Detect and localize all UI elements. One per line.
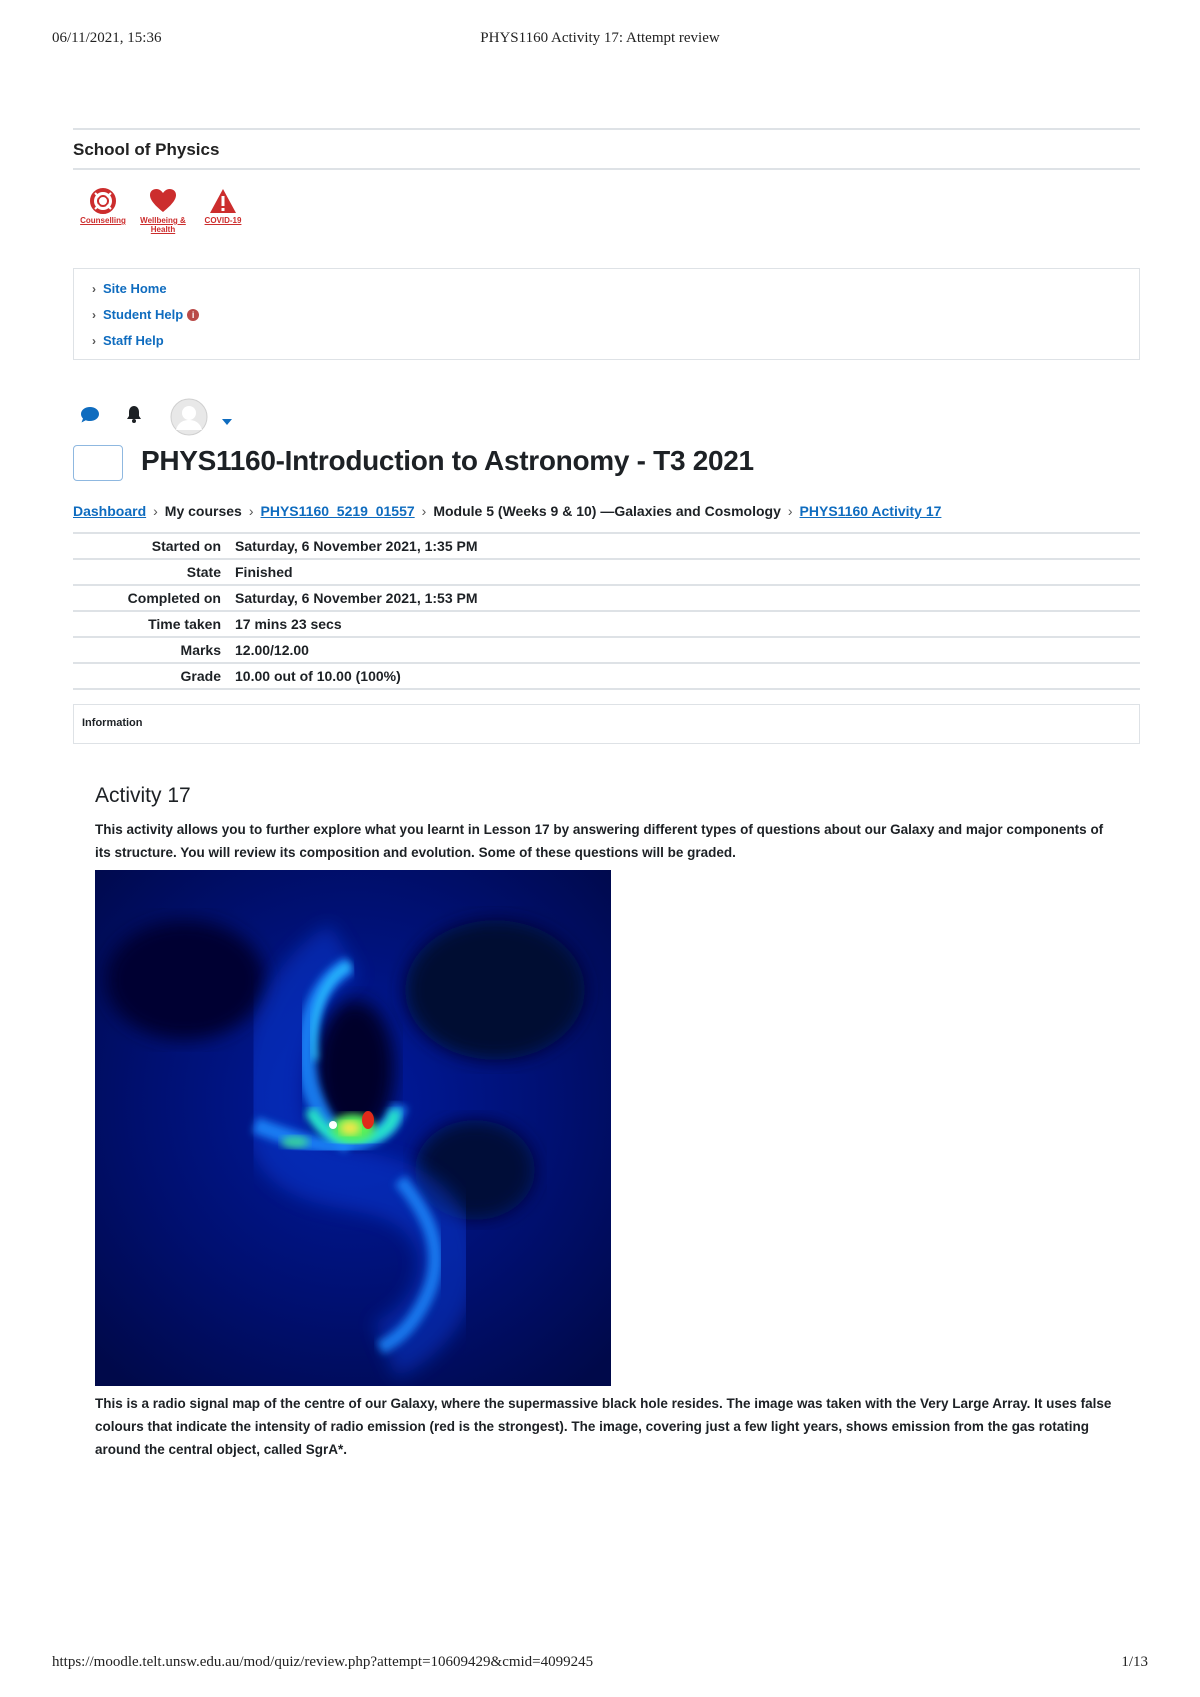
avatar[interactable] xyxy=(170,398,208,441)
chevron-right-icon: › xyxy=(787,503,793,519)
wellbeing-health-link[interactable] xyxy=(133,188,193,234)
attempt-summary xyxy=(73,532,1140,690)
table-row xyxy=(73,533,1140,559)
heart-icon xyxy=(149,188,177,214)
school-name: School of Physics xyxy=(73,140,220,159)
chevron-right-icon: › xyxy=(92,333,96,348)
breadcrumb-dashboard[interactable]: Dashboard xyxy=(73,503,147,519)
table-row xyxy=(73,663,1140,689)
information-label: Information xyxy=(82,717,143,729)
print-page-title: PHYS1160 Activity 17: Attempt review xyxy=(480,30,720,46)
activity-title: Activity 17 xyxy=(95,784,191,807)
breadcrumb-module: Module 5 (Weeks 9 & 10) —Galaxies and Cosmology xyxy=(433,503,781,519)
breadcrumb xyxy=(73,503,941,519)
information-box xyxy=(73,704,1140,744)
info-icon: i xyxy=(187,309,199,321)
print-page-number: 1/13 xyxy=(1121,1654,1148,1670)
course-image xyxy=(73,445,123,481)
nav-item-label: Student Help xyxy=(103,307,184,322)
table-row xyxy=(73,559,1140,585)
caret-down-icon[interactable] xyxy=(222,412,232,430)
summary-value: Saturday, 6 November 2021, 1:53 PM xyxy=(235,585,1140,611)
breadcrumb-activity[interactable]: PHYS1160 Activity 17 xyxy=(799,503,942,519)
wellbeing-health-label: Wellbeing & Health xyxy=(140,216,186,234)
radio-map-caption: This is a radio signal map of the centre of our Galaxy, where the supermassive black hole resides. The image was taken with the Very Large Array. It uses false colours that indicate the intensity of radio emission (red is the strongest). The image, covering just a few light years, shows emission from the gas rotating around the central object, called SgrA*. xyxy=(95,1396,1112,1457)
summary-label: Started on xyxy=(73,533,235,559)
chevron-right-icon: › xyxy=(92,307,96,322)
nav-item-site-home[interactable] xyxy=(92,281,167,296)
chevron-right-icon: › xyxy=(248,503,254,519)
table-row xyxy=(73,585,1140,611)
table-row xyxy=(73,637,1140,663)
summary-label: Marks xyxy=(73,637,235,663)
site-nav xyxy=(73,268,1140,360)
breadcrumb-course[interactable]: PHYS1160_5219_01557 xyxy=(260,503,415,519)
summary-value: Saturday, 6 November 2021, 1:35 PM xyxy=(235,533,1140,559)
nav-item-label: Site Home xyxy=(103,281,167,296)
counselling-link[interactable] xyxy=(73,188,133,225)
summary-label: Grade xyxy=(73,663,235,689)
chat-icon[interactable] xyxy=(80,406,100,429)
summary-label: State xyxy=(73,559,235,585)
activity-intro: This activity allows you to further explore what you learnt in Lesson 17 by answering different types of questions about our Galaxy and major components of its structure. You will review its composition and evolution. Some of these questions will be graded. xyxy=(95,822,1104,860)
print-url: https://moodle.telt.unsw.edu.au/mod/quiz/review.php?attempt=10609429&cmid=4099245 xyxy=(52,1654,594,1670)
grade-value: 10.00 xyxy=(235,668,271,684)
summary-value xyxy=(235,663,1140,689)
breadcrumb-my-courses: My courses xyxy=(164,503,242,519)
chevron-right-icon: › xyxy=(92,281,96,296)
covid-19-label: COVID-19 xyxy=(204,216,242,225)
summary-value: Finished xyxy=(235,559,1140,585)
counselling-label: Counselling xyxy=(80,216,126,225)
warning-icon xyxy=(209,188,237,214)
bell-icon[interactable] xyxy=(126,405,142,428)
table-row xyxy=(73,611,1140,637)
nav-item-student-help[interactable] xyxy=(92,307,199,322)
print-datetime: 06/11/2021, 15:36 xyxy=(52,30,162,46)
summary-value: 17 mins 23 secs xyxy=(235,611,1140,637)
summary-label: Time taken xyxy=(73,611,235,637)
nav-item-label: Staff Help xyxy=(103,333,164,348)
radio-map-image xyxy=(95,870,611,1386)
course-title: PHYS1160-Introduction to Astronomy - T3 2021 xyxy=(141,445,754,476)
lifebuoy-icon xyxy=(90,188,116,214)
chevron-right-icon: › xyxy=(421,503,427,519)
summary-value: 12.00/12.00 xyxy=(235,637,1140,663)
school-bar xyxy=(73,128,1140,170)
chevron-right-icon: › xyxy=(153,503,158,519)
summary-label: Completed on xyxy=(73,585,235,611)
covid-19-link[interactable] xyxy=(193,188,253,225)
nav-item-staff-help[interactable] xyxy=(92,333,164,348)
grade-rest: out of 10.00 (100%) xyxy=(273,668,401,684)
